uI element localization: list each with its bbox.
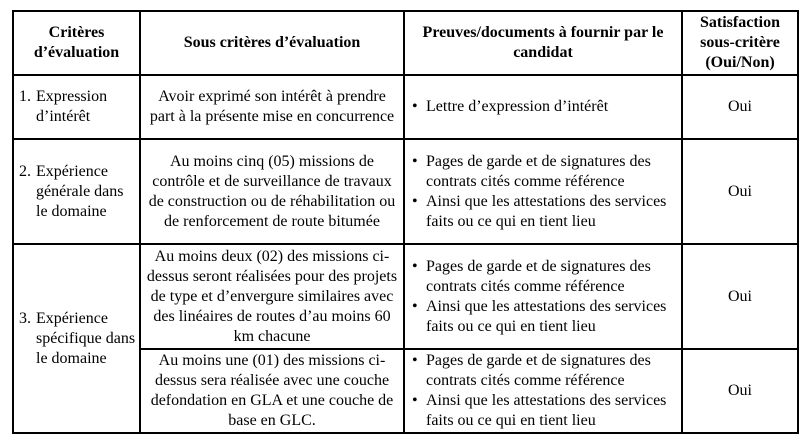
criterion-cell-experience-specifique: [13, 244, 140, 433]
col-header-criteres: Critères d’évaluation: [13, 11, 140, 75]
document-text: Pages de garde et de signatures des contrats cités comme référence: [426, 352, 651, 389]
criterion-number: 1.: [19, 88, 31, 105]
satisfaction-cell: Oui: [682, 75, 798, 139]
criterion-cell-experience-generale: [13, 139, 140, 244]
sub-criterion-cell: Au moins deux (02) des missions ci-dessus seront réalisées pour des projets de type et d’envergure similaires avec des linéaires de routes d’au moins 60 km chacune: [140, 244, 404, 349]
bullet-icon: •: [412, 257, 418, 275]
criterion-item: [19, 162, 137, 222]
document-item: [412, 297, 678, 337]
criterion-item: [19, 87, 137, 127]
criterion-label: Expression d’intérêt: [36, 88, 108, 125]
col-header-preuves-documents: Preuves/documents à fournir par le candidat: [404, 11, 682, 75]
document-item: [412, 192, 678, 232]
document-item: [412, 152, 678, 192]
table-row: [13, 139, 798, 244]
documents-cell: [404, 244, 682, 349]
evaluation-table: [12, 10, 799, 434]
documents-list: [412, 257, 678, 337]
bullet-icon: •: [412, 152, 418, 170]
bullet-icon: •: [412, 297, 418, 315]
col-header-satisfaction: Satisfaction sous-critère (Oui/Non): [682, 11, 798, 75]
col-header-sous-criteres: Sous critères d’évaluation: [140, 11, 404, 75]
document-text: Ainsi que les attestations des services faits ou ce qui en tient lieu: [426, 192, 667, 230]
document-text: Pages de garde et de signatures des contrats cités comme référence: [426, 152, 651, 190]
criterion-label: Expérience générale dans le domaine: [36, 162, 124, 220]
criterion-item: [19, 309, 137, 369]
document-item: [412, 391, 678, 431]
criterion-number: 2.: [19, 162, 31, 180]
sub-criterion-cell: Avoir exprimé son intérêt à prendre part à la présente mise en concurrence: [140, 75, 404, 139]
table-row: [13, 244, 798, 349]
header-row: [13, 11, 798, 75]
bullet-icon: •: [412, 392, 418, 409]
criterion-number: 3.: [19, 309, 31, 327]
documents-cell: [404, 349, 682, 433]
criterion-cell-expression-interet: [13, 75, 140, 139]
document-text: Ainsi que les attestations des services faits ou ce qui en tient lieu: [426, 297, 667, 335]
document-item: [412, 97, 678, 117]
bullet-icon: •: [412, 98, 418, 115]
document-text: Pages de garde et de signatures des contrats cités comme référence: [426, 257, 651, 295]
document-item: [412, 257, 678, 297]
documents-list: [412, 97, 678, 117]
bullet-icon: •: [412, 192, 418, 210]
sub-criterion-cell: Au moins cinq (05) missions de contrôle et de surveillance de travaux de construction ou de réhabilitation ou de renforcement de route bitumée: [140, 139, 404, 244]
satisfaction-cell: Oui: [682, 244, 798, 349]
sub-criterion-cell: Au moins une (01) des missions ci-dessus sera réalisée avec une couche defondation en GLA et une couche de base en GLC.: [140, 349, 404, 433]
documents-list: [412, 351, 678, 431]
table-row: [13, 75, 798, 139]
criterion-label: Expérience spécifique dans le domaine: [36, 309, 136, 367]
document-item: [412, 351, 678, 391]
documents-cell: [404, 75, 682, 139]
satisfaction-cell: Oui: [682, 139, 798, 244]
documents-cell: [404, 139, 682, 244]
satisfaction-cell: Oui: [682, 349, 798, 433]
document-text: Lettre d’expression d’intérêt: [426, 98, 609, 115]
bullet-icon: •: [412, 352, 418, 369]
documents-list: [412, 152, 678, 232]
document-text: Ainsi que les attestations des services faits ou ce qui en tient lieu: [426, 392, 667, 429]
